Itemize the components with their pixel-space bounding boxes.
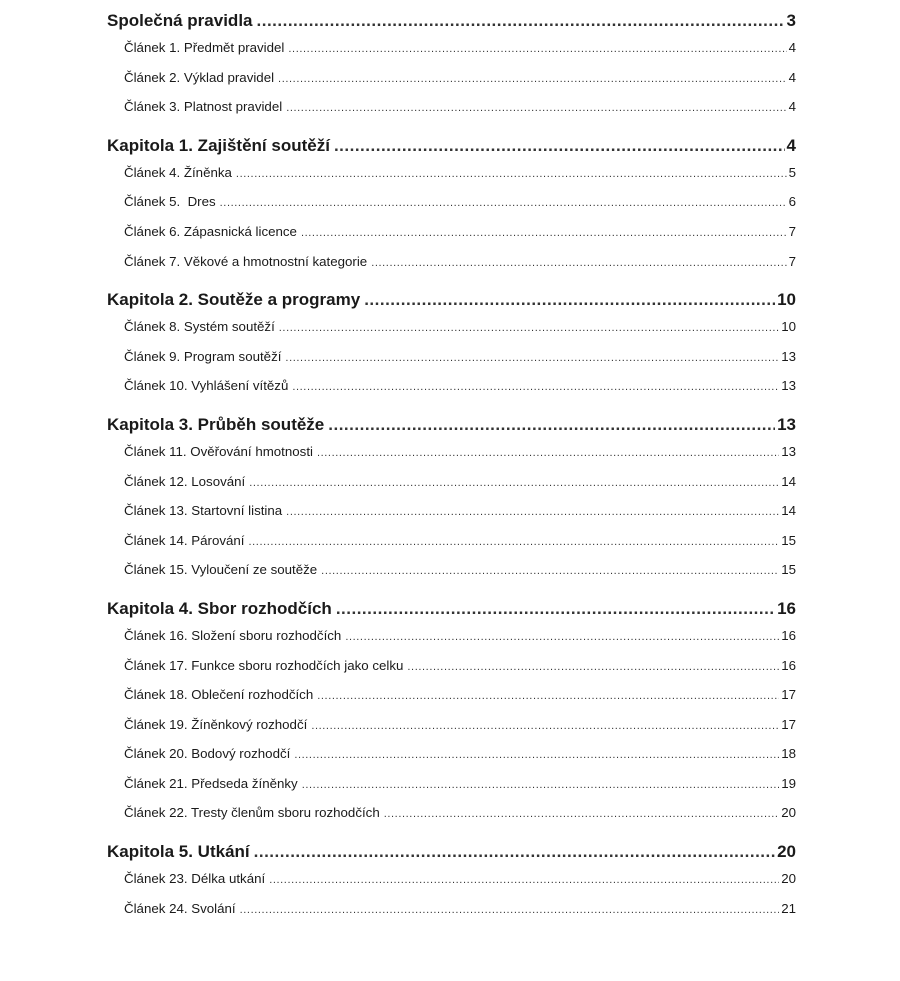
toc-article-title: Článek 2. Výklad pravidel (124, 63, 276, 93)
toc-article[interactable] (124, 92, 796, 122)
toc-article-title: Článek 4. Žíněnka (124, 158, 234, 188)
toc-article-title: Článek 6. Zápasnická licence (124, 217, 299, 247)
toc-article-page: 17 (781, 687, 796, 703)
toc-article[interactable] (124, 247, 796, 277)
toc-chapter[interactable] (107, 597, 796, 621)
toc-chapter[interactable] (107, 840, 796, 864)
toc-article-page: 5 (788, 164, 796, 180)
toc-leader-dots (334, 134, 785, 158)
toc-article[interactable] (124, 63, 796, 93)
toc-article-title: Článek 23. Délka utkání (124, 864, 267, 894)
toc-article-title: Článek 11. Ověřování hmotnosti (124, 437, 315, 467)
toc-article-title: Článek 20. Bodový rozhodčí (124, 739, 292, 769)
toc-article-title: Článek 12. Losování (124, 467, 247, 497)
toc-article[interactable] (124, 621, 796, 651)
toc-article-title: Článek 7. Věkové a hmotnostní kategorie (124, 247, 369, 277)
toc-leader-dots (301, 219, 787, 247)
toc-chapter-page: 4 (786, 135, 796, 155)
toc-article-page: 16 (781, 657, 796, 673)
toc-article-title: Článek 1. Předmět pravidel (124, 33, 286, 63)
toc-article[interactable] (124, 33, 796, 63)
toc-chapter-title: Kapitola 5. Utkání (107, 840, 252, 864)
toc-leader-dots (317, 439, 779, 467)
toc-chapter-page: 13 (777, 414, 796, 434)
toc-leader-dots (278, 65, 787, 93)
table-of-contents (107, 0, 796, 923)
toc-article-page: 18 (781, 746, 796, 762)
toc-article-page: 14 (781, 473, 796, 489)
toc-leader-dots (371, 249, 786, 277)
toc-article-page: 15 (781, 532, 796, 548)
toc-leader-dots (286, 498, 779, 526)
toc-leader-dots (311, 712, 779, 740)
toc-article[interactable] (124, 371, 796, 401)
toc-article-page: 13 (781, 348, 796, 364)
toc-article[interactable] (124, 526, 796, 556)
toc-article[interactable] (124, 680, 796, 710)
toc-article-page: 14 (781, 503, 796, 519)
toc-leader-dots (269, 866, 779, 894)
toc-article-page: 10 (781, 319, 796, 335)
toc-article-page: 20 (781, 805, 796, 821)
toc-article-title: Článek 16. Složení sboru rozhodčích (124, 621, 343, 651)
toc-article-page: 6 (788, 194, 796, 210)
toc-chapter-title: Kapitola 1. Zajištění soutěží (107, 134, 332, 158)
toc-article-page: 13 (781, 378, 796, 394)
toc-article[interactable] (124, 739, 796, 769)
toc-article[interactable] (124, 312, 796, 342)
toc-leader-dots (249, 469, 779, 497)
toc-article-title: Článek 18. Oblečení rozhodčích (124, 680, 315, 710)
toc-article[interactable] (124, 894, 796, 924)
toc-leader-dots (336, 597, 775, 621)
toc-leader-dots (384, 800, 779, 828)
toc-leader-dots (220, 189, 787, 217)
toc-article[interactable] (124, 555, 796, 585)
toc-chapter-page: 20 (777, 842, 796, 862)
toc-chapter-page: 16 (777, 598, 796, 618)
toc-leader-dots (321, 557, 779, 585)
toc-leader-dots (279, 314, 779, 342)
toc-article-title: Článek 17. Funkce sboru rozhodčích jako celku (124, 651, 405, 681)
toc-leader-dots (288, 35, 786, 63)
toc-chapter-title: Kapitola 4. Sbor rozhodčích (107, 597, 334, 621)
toc-article-title: Článek 19. Žíněnkový rozhodčí (124, 710, 309, 740)
toc-article-page: 21 (781, 900, 796, 916)
toc-article[interactable] (124, 798, 796, 828)
toc-leader-dots (236, 160, 787, 188)
toc-chapter[interactable] (107, 134, 796, 158)
toc-article[interactable] (124, 217, 796, 247)
toc-leader-dots (286, 94, 786, 122)
toc-article-title: Článek 8. Systém soutěží (124, 312, 277, 342)
toc-article-page: 7 (788, 253, 796, 269)
toc-article-page: 7 (788, 223, 796, 239)
toc-leader-dots (254, 840, 775, 864)
toc-chapter-title: Společná pravidla (107, 9, 255, 33)
toc-leader-dots (407, 653, 779, 681)
toc-leader-dots (317, 682, 779, 710)
toc-leader-dots (294, 741, 779, 769)
toc-leader-dots (302, 771, 779, 799)
toc-article-page: 19 (781, 775, 796, 791)
toc-article-page: 17 (781, 716, 796, 732)
toc-leader-dots (240, 896, 780, 924)
toc-leader-dots (364, 288, 775, 312)
toc-article[interactable] (124, 710, 796, 740)
toc-leader-dots (292, 373, 779, 401)
toc-leader-dots (328, 413, 775, 437)
toc-article-page: 16 (781, 627, 796, 643)
toc-chapter-page: 3 (786, 11, 796, 30)
toc-chapter-page: 10 (777, 290, 796, 310)
toc-article[interactable] (124, 651, 796, 681)
toc-article-title: Článek 9. Program soutěží (124, 342, 283, 372)
toc-leader-dots (285, 344, 779, 372)
toc-leader-dots (248, 528, 779, 556)
toc-article[interactable] (124, 769, 796, 799)
toc-chapter-title: Kapitola 2. Soutěže a programy (107, 288, 362, 312)
toc-article-title: Článek 21. Předseda žíněnky (124, 769, 300, 799)
toc-leader-dots (345, 623, 779, 651)
toc-article[interactable] (124, 342, 796, 372)
toc-article-title: Článek 5. Dres (124, 187, 218, 217)
toc-leader-dots (257, 9, 785, 33)
toc-article[interactable] (124, 496, 796, 526)
toc-chapter[interactable] (107, 9, 796, 33)
toc-article-title: Článek 22. Tresty členům sboru rozhodčích (124, 798, 382, 828)
toc-article-page: 4 (788, 69, 796, 85)
toc-article[interactable] (124, 467, 796, 497)
toc-article-title: Článek 14. Párování (124, 526, 246, 556)
toc-article-title: Článek 13. Startovní listina (124, 496, 284, 526)
toc-article-title: Článek 10. Vyhlášení vítězů (124, 371, 290, 401)
toc-article-page: 4 (788, 40, 796, 55)
toc-article-title: Článek 15. Vyloučení ze soutěže (124, 555, 319, 585)
toc-article[interactable] (124, 158, 796, 188)
toc-chapter[interactable] (107, 413, 796, 437)
toc-article-title: Článek 3. Platnost pravidel (124, 92, 284, 122)
toc-article[interactable] (124, 187, 796, 217)
toc-chapter-title: Kapitola 3. Průběh soutěže (107, 413, 326, 437)
toc-article[interactable] (124, 437, 796, 467)
toc-article-page: 15 (781, 562, 796, 578)
toc-article-page: 13 (781, 443, 796, 459)
toc-article-page: 4 (788, 99, 796, 115)
toc-article-title: Článek 24. Svolání (124, 894, 238, 924)
toc-chapter[interactable] (107, 288, 796, 312)
toc-article-page: 20 (781, 871, 796, 887)
toc-article[interactable] (124, 864, 796, 894)
